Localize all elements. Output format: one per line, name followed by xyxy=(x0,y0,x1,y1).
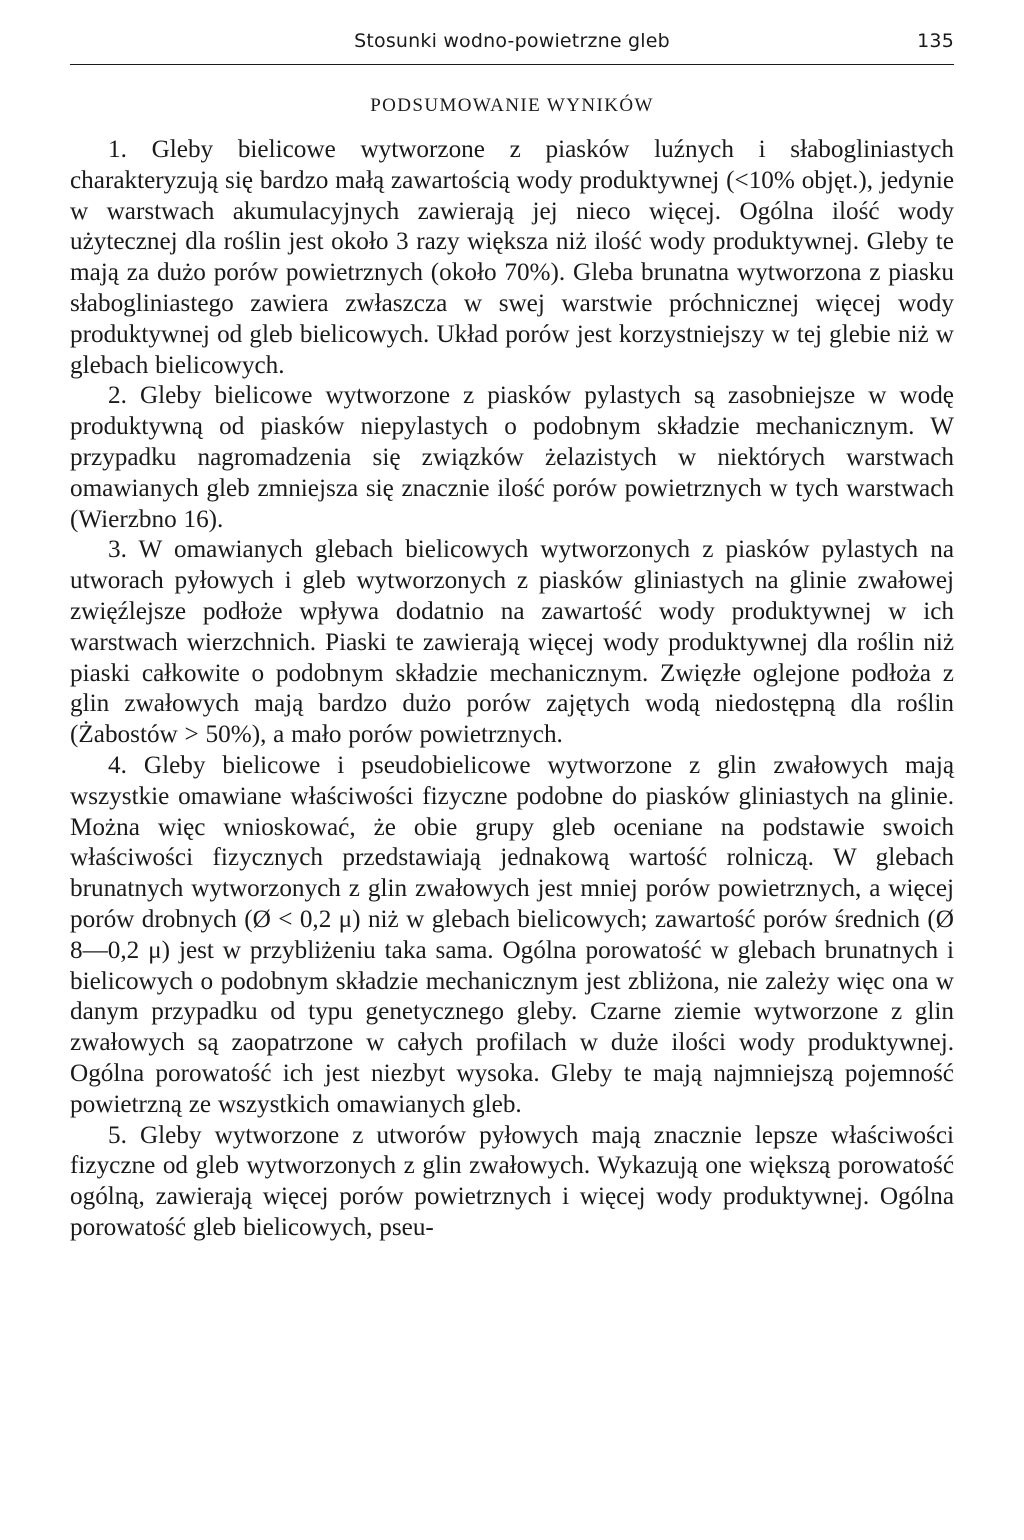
header-rule xyxy=(70,64,954,65)
summary-paragraph-3: 3. W omawianych glebach bielicowych wytworzonych z piasków pylastych na utworach pyłowych i gleb wytworzonych z piasków gliniastych na glinie zwałowej zwięźlejsze podłoże wpływa dodatnio na zawartość wody produktywnej w ich warstwach wierzchnich. Piaski te zawierają więcej wody produktywnej dla roślin niż piaski całkowite o podobnym składzie mechanicznym. Zwięzłe oglejone podłoża z glin zwałowych mają bardzo dużo porów zajętych wodą niedostępną dla roślin (Żabostów > 50%), a mało porów powietrznych. xyxy=(70,536,954,749)
summary-paragraph-2: 2. Gleby bielicowe wytworzone z piasków pylastych są zasobniejsze w wodę produktywną od piasków niepylastych o podobnym składzie mechanicznym. W przypadku nagromadzenia się związków żelazistych w niektórych warstwach omawianych gleb zmniejsza się znacznie ilość porów powietrznych w tych warstwach (Wierzbno 16). xyxy=(70,382,954,533)
summary-body xyxy=(70,135,954,1244)
summary-paragraph-5: 5. Gleby wytworzone z utworów pyłowych mają znacznie lepsze właściwości fizyczne od gleb wytworzonych z glin zwałowych. Wykazują one większą porowatość ogólną, zawierają więcej porów powietrznych i więcej wody produktywnej. Ogólna porowatość gleb bielicowych, pseu- xyxy=(70,1121,954,1241)
running-title: Stosunki wodno-powietrzne gleb xyxy=(354,30,670,52)
section-heading: PODSUMOWANIE WYNIKÓW xyxy=(370,95,654,116)
summary-paragraph-1: 1. Gleby bielicowe wytworzone z piasków luźnych i słabogliniastych charakteryzują się bardzo małą zawartością wody produktywnej (<10% objęt.), jedynie w warstwach akumulacyjnych zawierają jej nieco więcej. Ogólna ilość wody użytecznej dla roślin jest około 3 razy większa niż ilość wody produktywnej. Gleby te mają za dużo porów powietrznych (około 70%). Gleba brunatna wytworzona z piasku słabogliniastego zawiera zwłaszcza w swej warstwie próchnicznej więcej wody produktywnej od gleb bielicowych. Układ porów jest korzystniejszy w tej glebie niż w glebach bielicowych. xyxy=(70,136,954,379)
document-page xyxy=(70,30,954,1244)
summary-paragraph-4: 4. Gleby bielicowe i pseudobielicowe wytworzone z glin zwałowych mają wszystkie omawiane właściwości fizyczne podobne do piasków gliniastych na glinie. Można więc wnioskować, że obie grupy gleb oceniane na podstawie swoich właściwości fizycznych przedstawiają jednakową wartość rolniczą. W glebach brunatnych wytworzonych z glin zwałowych jest mniej porów powietrznych, a więcej porów drobnych (Ø < 0,2 μ) niż w glebach bielicowych; zawartość porów średnich (Ø 8—0,2 μ) jest w przybliżeniu taka sama. Ogólna porowatość w glebach brunatnych i bielicowych o podobnym składzie mechanicznym jest zbliżona, nie zależy więc ona w danym przypadku od typu genetycznego gleby. Czarne ziemie wytworzone z glin zwałowych są zaopatrzone w całych profilach w duże ilości wody produktywnej. Ogólna porowatość ich jest niezbyt wysoka. Gleby te mają najmniejszą pojemność powietrzną ze wszystkich omawianych gleb. xyxy=(70,751,954,1118)
running-header xyxy=(70,30,954,64)
page-number: 135 xyxy=(917,30,954,52)
